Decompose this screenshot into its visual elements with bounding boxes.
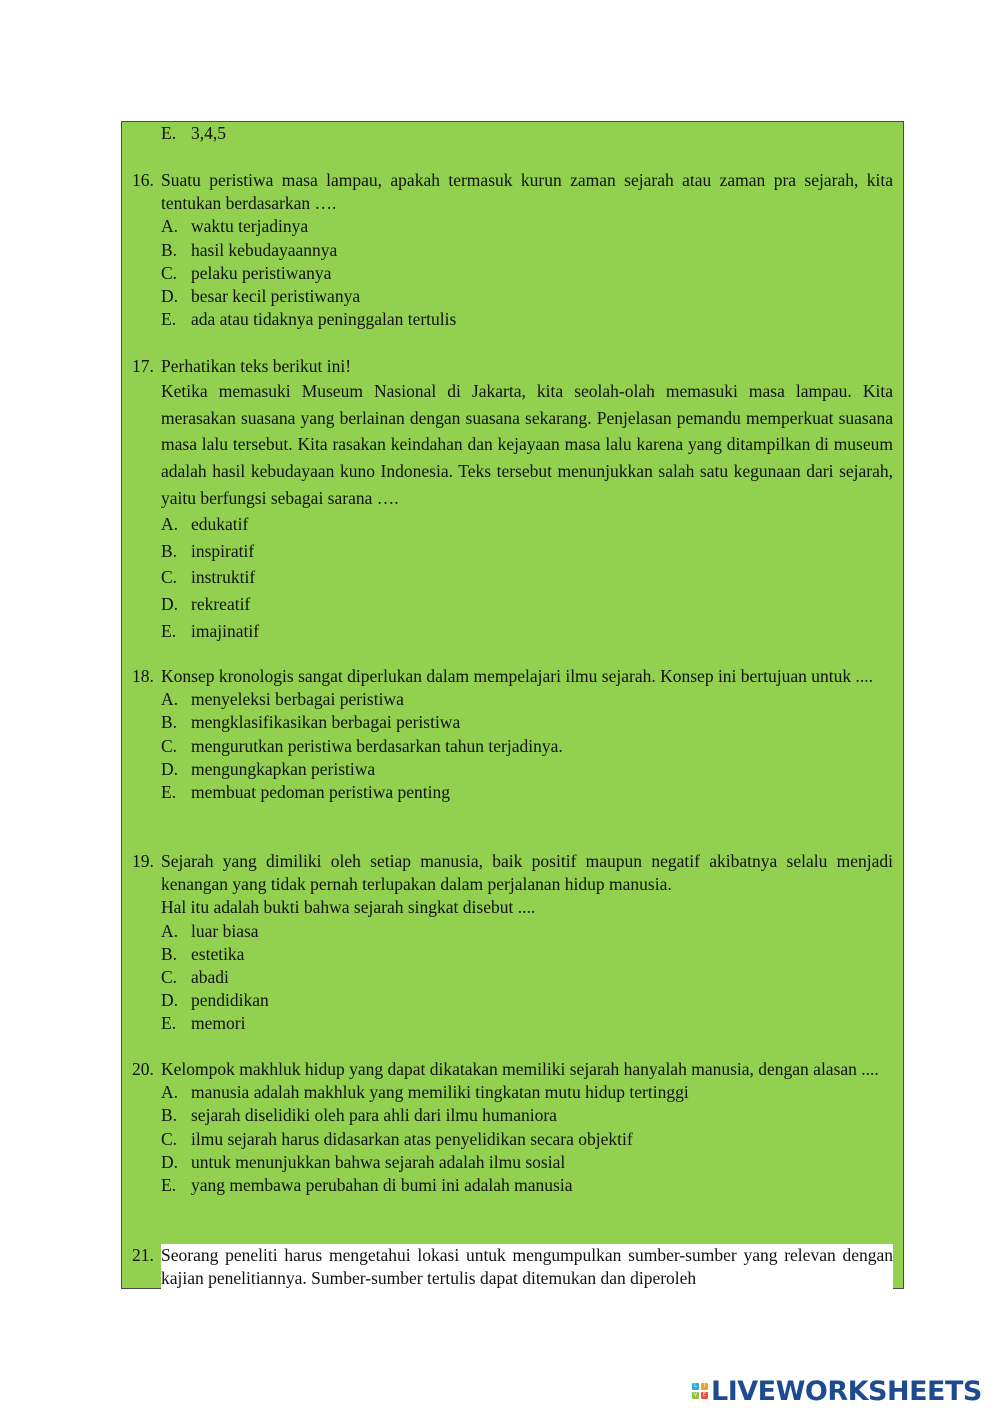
option-letter: D.: [161, 1151, 179, 1172]
option-16-a[interactable]: [161, 215, 893, 238]
option-letter: E.: [161, 782, 177, 803]
option-text: besar kecil peristiwanya: [191, 286, 361, 307]
option-text: instruktif: [191, 567, 256, 588]
option-18-e[interactable]: [161, 781, 893, 804]
option-letter: E.: [161, 1013, 177, 1034]
worksheet-panel: [121, 121, 904, 1289]
option-17-b[interactable]: [161, 538, 893, 565]
option-text: ilmu sejarah harus didasarkan atas penyelidikan secara objektif: [191, 1128, 633, 1149]
logo-letter: I: [701, 1383, 708, 1390]
liveworksheets-logo: [692, 1374, 982, 1408]
option-18-c[interactable]: [161, 735, 893, 758]
option-15-e[interactable]: [161, 122, 893, 145]
option-text: edukatif: [191, 514, 249, 535]
option-20-a[interactable]: [161, 1081, 893, 1104]
option-text: estetika: [191, 943, 245, 964]
question-18: [132, 665, 893, 804]
option-text: inspiratif: [191, 540, 255, 561]
option-letter: C.: [161, 262, 178, 283]
option-letter: A.: [161, 689, 179, 710]
option-letter: A.: [161, 514, 179, 535]
question-20: [132, 1058, 893, 1197]
question-19: [132, 850, 893, 1036]
option-letter: C.: [161, 735, 178, 756]
option-18-d[interactable]: [161, 758, 893, 781]
option-19-e[interactable]: [161, 1012, 893, 1035]
question-text: Sejarah yang dimiliki oleh setiap manusia, baik positif maupun negatif akibatnya selalu menjadi kenangan yang tidak pernah terlupakan dalam perjalanan hidup manusia.: [161, 851, 893, 895]
question-text: Kelompok makhluk hidup yang dapat dikatakan memiliki sejarah hanyalah manusia, dengan alasan ....: [161, 1059, 879, 1079]
option-text: manusia adalah makhluk yang memiliki tingkatan mutu hidup tertinggi: [191, 1082, 689, 1103]
logo-mark-icon: [692, 1383, 708, 1399]
question-number: 20.: [132, 1059, 154, 1079]
option-letter: C.: [161, 1128, 178, 1149]
question-21: [132, 1244, 893, 1290]
question-number: 16.: [132, 170, 154, 190]
option-letter: A.: [161, 216, 179, 237]
option-text: 3,4,5: [191, 123, 226, 143]
question-number: 21.: [132, 1245, 154, 1265]
option-20-c[interactable]: [161, 1128, 893, 1151]
brand-name: LIVEWORKSHEETS: [711, 1375, 982, 1407]
option-17-c[interactable]: [161, 564, 893, 591]
option-letter: D.: [161, 593, 179, 614]
option-letter: E.: [161, 1175, 177, 1196]
option-text: imajinatif: [191, 620, 260, 641]
option-20-d[interactable]: [161, 1151, 893, 1174]
question-text: Seorang peneliti harus mengetahui lokasi untuk mengumpulkan sumber-sumber yang relevan dengan kajian penelitiannya. Sumber-sumber tertulis dapat ditemukan dan diperoleh: [161, 1244, 893, 1290]
question-text-continued: Hal itu adalah bukti bahwa sejarah singkat disebut ....: [161, 897, 536, 918]
option-text: pendidikan: [191, 990, 269, 1011]
question-number: 17.: [132, 356, 154, 376]
option-text: hasil kebudayaannya: [191, 239, 338, 260]
option-19-a[interactable]: [161, 920, 893, 943]
option-text: membuat pedoman peristiwa penting: [191, 782, 451, 803]
option-letter: D.: [161, 758, 179, 779]
option-letter: A.: [161, 920, 179, 941]
option-18-b[interactable]: [161, 711, 893, 734]
option-19-c[interactable]: [161, 966, 893, 989]
option-16-e[interactable]: [161, 308, 893, 331]
option-letter: D.: [161, 990, 179, 1011]
option-text: waktu terjadinya: [191, 216, 309, 237]
option-text: pelaku peristiwanya: [191, 262, 332, 283]
option-text: luar biasa: [191, 920, 259, 941]
option-letter: A.: [161, 1082, 179, 1103]
option-18-a[interactable]: [161, 688, 893, 711]
question-text: Konsep kronologis sangat diperlukan dalam mempelajari ilmu sejarah. Konsep ini bertujuan untuk ....: [161, 666, 873, 686]
option-text: mengurutkan peristiwa berdasarkan tahun terjadinya.: [191, 735, 563, 756]
option-19-d[interactable]: [161, 989, 893, 1012]
option-letter: E.: [161, 123, 177, 143]
question-number: 18.: [132, 666, 154, 686]
option-letter: E.: [161, 620, 177, 641]
option-letter: E.: [161, 309, 177, 330]
option-text: abadi: [191, 967, 229, 988]
option-16-c[interactable]: [161, 262, 893, 285]
option-text: mengklasifikasikan berbagai peristiwa: [191, 712, 461, 733]
logo-letter: E: [702, 1392, 707, 1398]
question-text: Perhatikan teks berikut ini!: [161, 356, 352, 376]
option-17-e[interactable]: [161, 618, 893, 645]
option-text: rekreatif: [191, 593, 251, 614]
logo-letter: V: [693, 1392, 698, 1398]
question-15-tail: [132, 122, 893, 145]
question-number: 19.: [132, 851, 154, 871]
question-17: [132, 355, 893, 644]
option-text: ada atau tidaknya peninggalan tertulis: [191, 309, 457, 330]
reading-passage: Ketika memasuki Museum Nasional di Jakarta, kita seolah-olah memasuki masa lampau. Kita merasakan suasana yang berlainan dengan suasana sekarang. Penjelasan pemandu memperkuat suasana masa lalu tersebut. Kita rasakan keindahan dan kejayaan masa lalu karena yang ditampilkan di museum adalah hasil kebudayaan kuno Indonesia. Teks tersebut menunjukkan salah satu kegunaan dari sejarah, yaitu berfungsi sebagai sarana ….: [161, 381, 893, 508]
option-letter: C.: [161, 567, 178, 588]
option-20-e[interactable]: [161, 1174, 893, 1197]
option-16-b[interactable]: [161, 239, 893, 262]
option-text: memori: [191, 1013, 246, 1034]
option-text: untuk menunjukkan bahwa sejarah adalah ilmu sosial: [191, 1151, 566, 1172]
option-17-d[interactable]: [161, 591, 893, 618]
option-letter: B.: [161, 712, 178, 733]
option-17-a[interactable]: [161, 511, 893, 538]
option-text: menyeleksi berbagai peristiwa: [191, 689, 404, 710]
option-letter: B.: [161, 943, 178, 964]
option-19-b[interactable]: [161, 943, 893, 966]
option-text: sejarah diselidiki oleh para ahli dari ilmu humaniora: [191, 1105, 557, 1126]
option-16-d[interactable]: [161, 285, 893, 308]
option-letter: B.: [161, 1105, 178, 1126]
option-letter: B.: [161, 239, 178, 260]
option-20-b[interactable]: [161, 1104, 893, 1127]
option-letter: D.: [161, 286, 179, 307]
option-text: yang membawa perubahan di bumi ini adalah manusia: [191, 1175, 573, 1196]
question-16: [132, 169, 893, 331]
option-letter: C.: [161, 967, 178, 988]
option-text: mengungkapkan peristiwa: [191, 758, 376, 779]
option-letter: B.: [161, 540, 178, 561]
logo-letter: L: [692, 1383, 699, 1390]
question-text: Suatu peristiwa masa lampau, apakah termasuk kurun zaman sejarah atau zaman pra sejarah, kita tentukan berdasarkan ….: [161, 170, 893, 214]
